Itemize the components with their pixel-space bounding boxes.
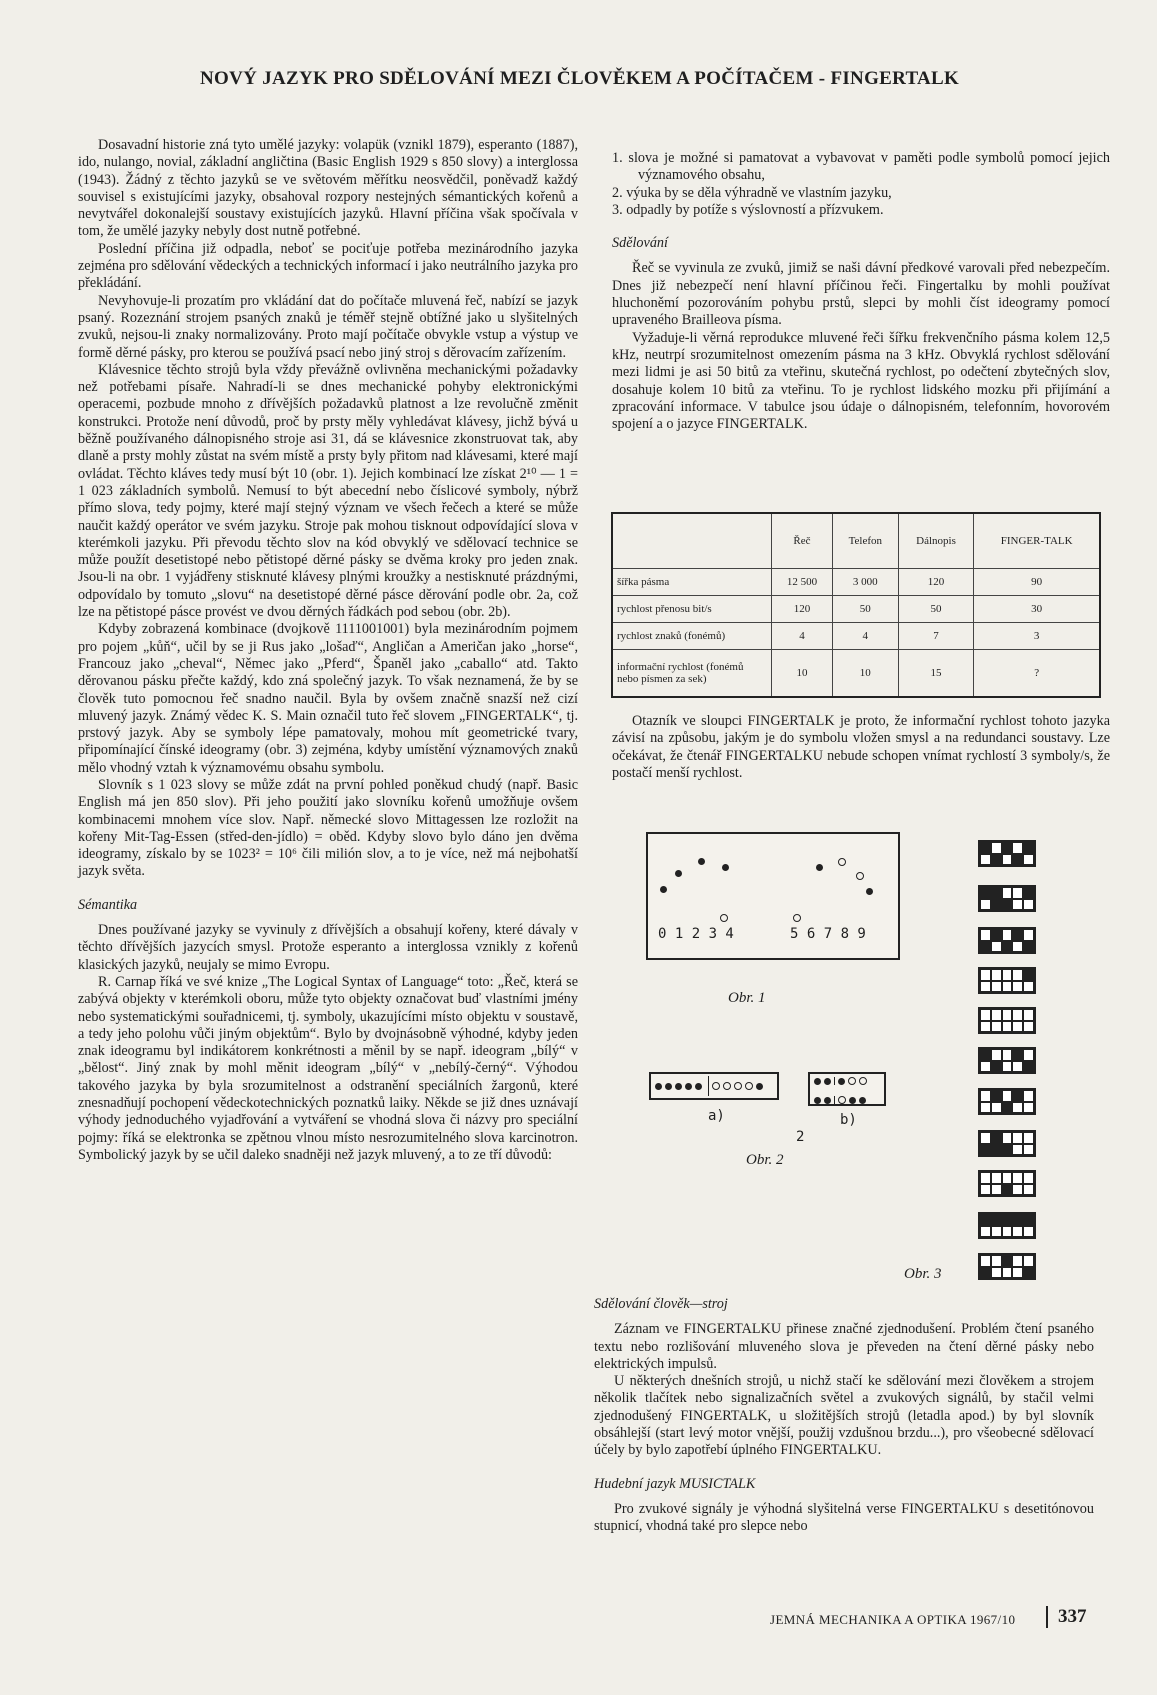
key-released-dot <box>838 858 846 866</box>
key-pressed-dot <box>675 870 682 877</box>
table-cell: rychlost znaků (fonémů) <box>612 623 772 650</box>
paragraph: U některých dnešních strojů, u nichž stačí ke sdělování mezi člověkem a strojem několik tlačítek nebo signalizačních světel a zvukových signálů, by stačil velmi zjednodušený FINGERTALK, u složitějších strojů (letadla apod.) by byl slovník obsáhlejší (start levý motor vnější, použij vzdušnou brzdu...), pro všeobecné sdělovací účely by bylo zapotřebí úplného FINGERTALKU. <box>594 1373 1094 1459</box>
table-header: Telefon <box>832 513 898 569</box>
table-cell: 7 <box>898 623 974 650</box>
table-header: Řeč <box>772 513 833 569</box>
ideogram-glyph <box>978 1088 1036 1115</box>
left-column <box>78 137 578 1164</box>
table-row <box>612 596 1100 623</box>
right-column-bottom <box>594 1296 1094 1536</box>
digits-left: 0 1 2 3 4 <box>658 926 734 942</box>
table-cell: 4 <box>832 623 898 650</box>
table-cell: 12 500 <box>772 569 833 596</box>
ideogram-glyph <box>978 1007 1036 1034</box>
ideogram-glyph <box>978 1253 1036 1280</box>
table-cell: 120 <box>898 569 974 596</box>
right-column-mid <box>612 713 1110 782</box>
table-cell: 30 <box>974 596 1100 623</box>
list-item: 1. slova je možné si pamatovat a vybavovat v paměti podle symbolů pomocí jejich významového obsahu, <box>612 150 1110 184</box>
table-cell: 3 <box>974 623 1100 650</box>
section-heading: Sémantika <box>78 896 138 913</box>
ideogram-glyph <box>978 1047 1036 1074</box>
table-cell: ? <box>974 650 1100 697</box>
table-header-row <box>612 513 1100 569</box>
key-released-dot <box>793 914 801 922</box>
table-header: FINGER-TALK <box>974 513 1100 569</box>
comparison-table <box>611 512 1101 698</box>
key-pressed-dot <box>698 858 705 865</box>
paragraph: Pro zvukové signály je výhodná slyšitelná verse FINGERTALKU s desetitónovou stupnicí, vhodná také pro slepce nebo <box>594 1500 1094 1535</box>
figure-label: Obr. 1 <box>728 990 766 1006</box>
figure-keyboard <box>646 832 900 960</box>
figure-sublabel-a: a) <box>708 1108 725 1124</box>
ideogram-glyph <box>978 1170 1036 1197</box>
paragraph: Záznam ve FINGERTALKU přinese značné zjednodušení. Problém čtení psaného textu nebo rozlišování mluveného slova je převeden na čtení děrné pásky nebo elektrických impulsů. <box>594 1321 1094 1372</box>
table-cell: 15 <box>898 650 974 697</box>
ideogram-glyph <box>978 1212 1036 1239</box>
footer-divider <box>1046 1606 1048 1628</box>
table-cell: 90 <box>974 569 1100 596</box>
table-cell: informační rychlost (fonémů nebo písmen za sek) <box>612 650 772 697</box>
table-cell: rychlost přenosu bit/s <box>612 596 772 623</box>
numbered-list <box>612 150 1110 219</box>
paragraph: Nevyhovuje-li prozatím pro vkládání dat do počítače mluvená řeč, nabízí se jazyk psaný. Rozeznání strojem psaných znaků je téměř stejně obtížné jako u slyšitelných zvuků, nejsou-li znaky normalizovány. Proto mají počítače obvykle vstup a výstup ve formě děrné pásky, pro kterou se používá psací nebo jiný stroj s děrovacím zařízením. <box>78 292 578 361</box>
table-cell: 4 <box>772 623 833 650</box>
list-item: 3. odpadly by potíže s výslovností a přízvukem. <box>612 201 884 218</box>
figure-sublabel-b: b) <box>840 1112 857 1128</box>
figure-label: Obr. 2 <box>746 1152 784 1168</box>
page-number: 337 <box>1058 1606 1087 1627</box>
list-item: 2. výuka by se děla výhradně ve vlastním jazyku, <box>612 184 892 201</box>
paragraph: Kdyby zobrazená kombinace (dvojkově 1111001001) byla mezinárodním pojmem pro pojem „kůň“, učil by se ji Rus jako „lošaď“, Angličan a Američan jako „horse“, Francouz jako „cheval“, Němec jako „Pferd“, Španěl jako „caballo“ atd. Takto děrovanou pásku přečte každý, kdo zná společný jazyk. To však neznamená, že by se člověk tuto pomocnou řeč snadno naučil. Byla by ovšem značně snazší než cizí mluvený jazyk. Známý vědec K. S. Main označil tuto řeč slovem „FINGERTALK“, tj. prstový jazyk. Aby se symboly lépe pamatovaly, mohou mít geometrické tvary, připomínající čínské ideogramy (obr. 3) zejména, kdyby umístění významových znaků mělo vhodný vztah k významovému obsahu symbolu. <box>78 621 578 776</box>
table-row <box>612 623 1100 650</box>
tape-five-track <box>808 1072 886 1106</box>
ideogram-glyph <box>978 840 1036 867</box>
paragraph: Řeč se vyvinula ze zvuků, jimiž se naši dávní předkové varovali před nebezpečím. Dnes již nebezpečí není hlavní příčinou řeči. Fingertalku by mohli používat hluchoněmí pozorováním pohybu prstů, slepci by mohli číst ideogramy pomocí upraveného Brailleova písma. <box>612 260 1110 329</box>
paragraph: Otazník ve sloupci FINGERTALK je proto, že informační rychlost tohoto jazyka závisí na způsobu, jakým je do symbolu vložen smysl a na redundanci soustavy. Lze očekávat, že čtenář FINGERTALKU nebude schopen vnímat rychlostí 3 symboly/s, že postačí menší rychlost. <box>612 713 1110 781</box>
table-cell: 50 <box>898 596 974 623</box>
paragraph: Poslední příčina již odpadla, neboť se pociťuje potřeba mezinárodního jazyka zejména pro sdělování vědeckých a technických informací i jako neutrálního jazyka pro překládání. <box>78 240 578 292</box>
key-pressed-dot <box>816 864 823 871</box>
figure-number: 2 <box>796 1129 805 1145</box>
figure-label: Obr. 3 <box>904 1266 942 1282</box>
ideogram-glyph <box>978 927 1036 954</box>
journal-footer: JEMNÁ MECHANIKA A OPTIKA 1967/10 <box>770 1612 1016 1627</box>
ideogram-glyph <box>978 967 1036 994</box>
section-heading: Hudební jazyk MUSICTALK <box>594 1475 756 1492</box>
ideogram-glyph <box>978 1130 1036 1157</box>
key-pressed-dot <box>660 886 667 893</box>
paragraph: Slovník s 1 023 slovy se může zdát na první pohled poněkud chudý (např. Basic English má jen 850 slov). Při jeho použití jako slovníku kořenů umožňuje ovšem kombinacemi mnohem více slov. Např. německé slovo Mittagessen lze rozložit na kořeny Mit-Tag-Essen (střed-den-jídlo) = oběd. Kdyby slovo bylo dáno jen dvěma ideogramy, získalo by se 1023² = 10⁶ čili milión slov, a to je více, než má nejbohatší jazyk světa. <box>78 776 578 880</box>
right-column-top <box>612 150 1110 433</box>
key-released-dot <box>720 914 728 922</box>
ideogram-glyph <box>978 885 1036 912</box>
key-released-dot <box>856 872 864 880</box>
table-header: Dálnopis <box>898 513 974 569</box>
article-title: NOVÝ JAZYK PRO SDĚLOVÁNÍ MEZI ČLOVĚKEM A POČÍTAČEM - FINGERTALK <box>200 68 960 89</box>
key-pressed-dot <box>722 864 729 871</box>
section-heading: Sdělování <box>612 235 668 252</box>
paragraph: Klávesnice těchto strojů byla vždy převážně ovlivněna mechanickými požadavky než potřebami písaře. Nahradí-li se dnes mechanické pohyby elektronickými operacemi, pozbude mnoho z dřívějších požadavků platnost a lze revolučně změnit konstrukci. Protože není důvodů, proč by prsty měly vyhledávat klávesy, jichž bývá u běžně používaného dálnopisného stroje asi 31, dá se klávesnice zkonstruovat tak, aby dlaně a prsty mohly zůstat na svém místě a prsty byly přitom nad klávesami, které mají ovládat. Těchto kláves tedy musí být 10 (obr. 1). Jejich kombinací lze získat 2¹⁰ — 1 = 1 023 základních symbolů. Nemusí to být abecední nebo číslicové symboly, nýbrž přímo slova, tedy pojmy, které mají stejný význam ve všech řečech a které se může naučit každý operátor ve svém jazyku. Stroje pak mohou tisknout odpovídající slova v kterémkoli jazyku. Při převodu těchto slov na kód obvyklý ve sdělovací technice se může použít desetistopé nebo pětistopé děrné pásky se dvěma kroky pro jeden znak. Jsou-li na obr. 1 vyjádřeny stisknuté klávesy plnými kroužky a nestisknuté prázdnými, odpovídalo by tomuto „slovu“ na desetistopé děrné pásce děrování podle obr. 2a, což lze na pětistopé pásce provést ve dvou děrných řádkách pod sebou (obr. 2b). <box>78 361 578 621</box>
table-cell: 3 000 <box>832 569 898 596</box>
table-header <box>612 513 772 569</box>
table-cell: 50 <box>832 596 898 623</box>
paragraph: R. Carnap říká ve své knize „The Logical Syntax of Language“ toto: „Řeč, která se zabývá objekty v kterémkoli oboru, může tyto objekty označovat buď vlastními jmény nebo systematickými souřadnicemi, tj. symboly, ukazujícími místo objektu v soustavě, a tedy jeho polohu vůči jiným objektům“. Bylo by dvojnásobně výhodné, kdyby jeden znak ideogramu byl indikátorem konkrétnosti a měnil by se např. ideogram „bílý“ v „bělost“. Jiný znak by mohl měnit ideogram „bílý“ v „nebílý-černý“. Výhodou takového jazyka by byla srozumitelnost a odstranění speciálních žargonů, které znesnadňují pochopení vědeckotechnických poznatků laiky. Někde se již dnes uznávají výhody jednoduchého vyjadřování a vytváření se vhodná slova či názvy pro speciální pojmy: říká se elektronka se zpětnou vlnou místo nesrozumitelného slova karcinotron. Symbolický jazyk by se učil daleko snadněji než jazyk mluvený, a to ze tří důvodů: <box>78 973 578 1163</box>
table-cell: 10 <box>832 650 898 697</box>
table-cell: 120 <box>772 596 833 623</box>
table-cell: 10 <box>772 650 833 697</box>
paragraph: Dosavadní historie zná tyto umělé jazyky: volapük (vznikl 1879), esperanto (1887), ido, nulango, novial, základní angličtina (Basic English 1929 s 850 slovy) a interglossa (1943). Žádný z těchto jazyků se ve světovém měřítku neosvědčil, poněvadž každý souvisel s existujícími jazyky, obsahoval rozpory nestejných sémantických kořenů a nevytvářel dokonalejší soustavy existujících jazyků. Hlavní příčina však spočívala v tom, že umělé jazyky nebyly dost nutně potřebné. <box>78 137 578 240</box>
paragraph: Dnes používané jazyky se vyvinuly z dřívějších a obsahují kořeny, které dávaly v těchto dřívějších jazycích smysl. Protože esperanto a interglossa vznikly z kořenů klasických jazyků, neujaly se mimo Evropu. <box>78 922 578 973</box>
table-cell: šířka pásma <box>612 569 772 596</box>
key-pressed-dot <box>866 888 873 895</box>
tape-ten-track <box>649 1072 779 1100</box>
digits-right: 5 6 7 8 9 <box>790 926 866 942</box>
paragraph: Vyžaduje-li věrná reprodukce mluvené řeči šířku frekvenčního pásma kolem 12,5 kHz, neutrpí srozumitelnost omezením pásma na 3 kHz. Obvyklá rychlost sdělování mezi lidmi je asi 50 bitů za vteřinu, skutečná rychlost, po odečtení zbytečných slov, dosahuje kolem 10 bitů za vteřinu. To je rychlost lidského mozku při přijímání a zpracování informace. V tabulce jsou údaje o dálnopisném, telefonním, hovorovém spojení a o jazyce FINGERTALK. <box>612 329 1110 433</box>
table-row <box>612 650 1100 697</box>
section-heading: Sdělování člověk—stroj <box>594 1296 728 1312</box>
table-row <box>612 569 1100 596</box>
